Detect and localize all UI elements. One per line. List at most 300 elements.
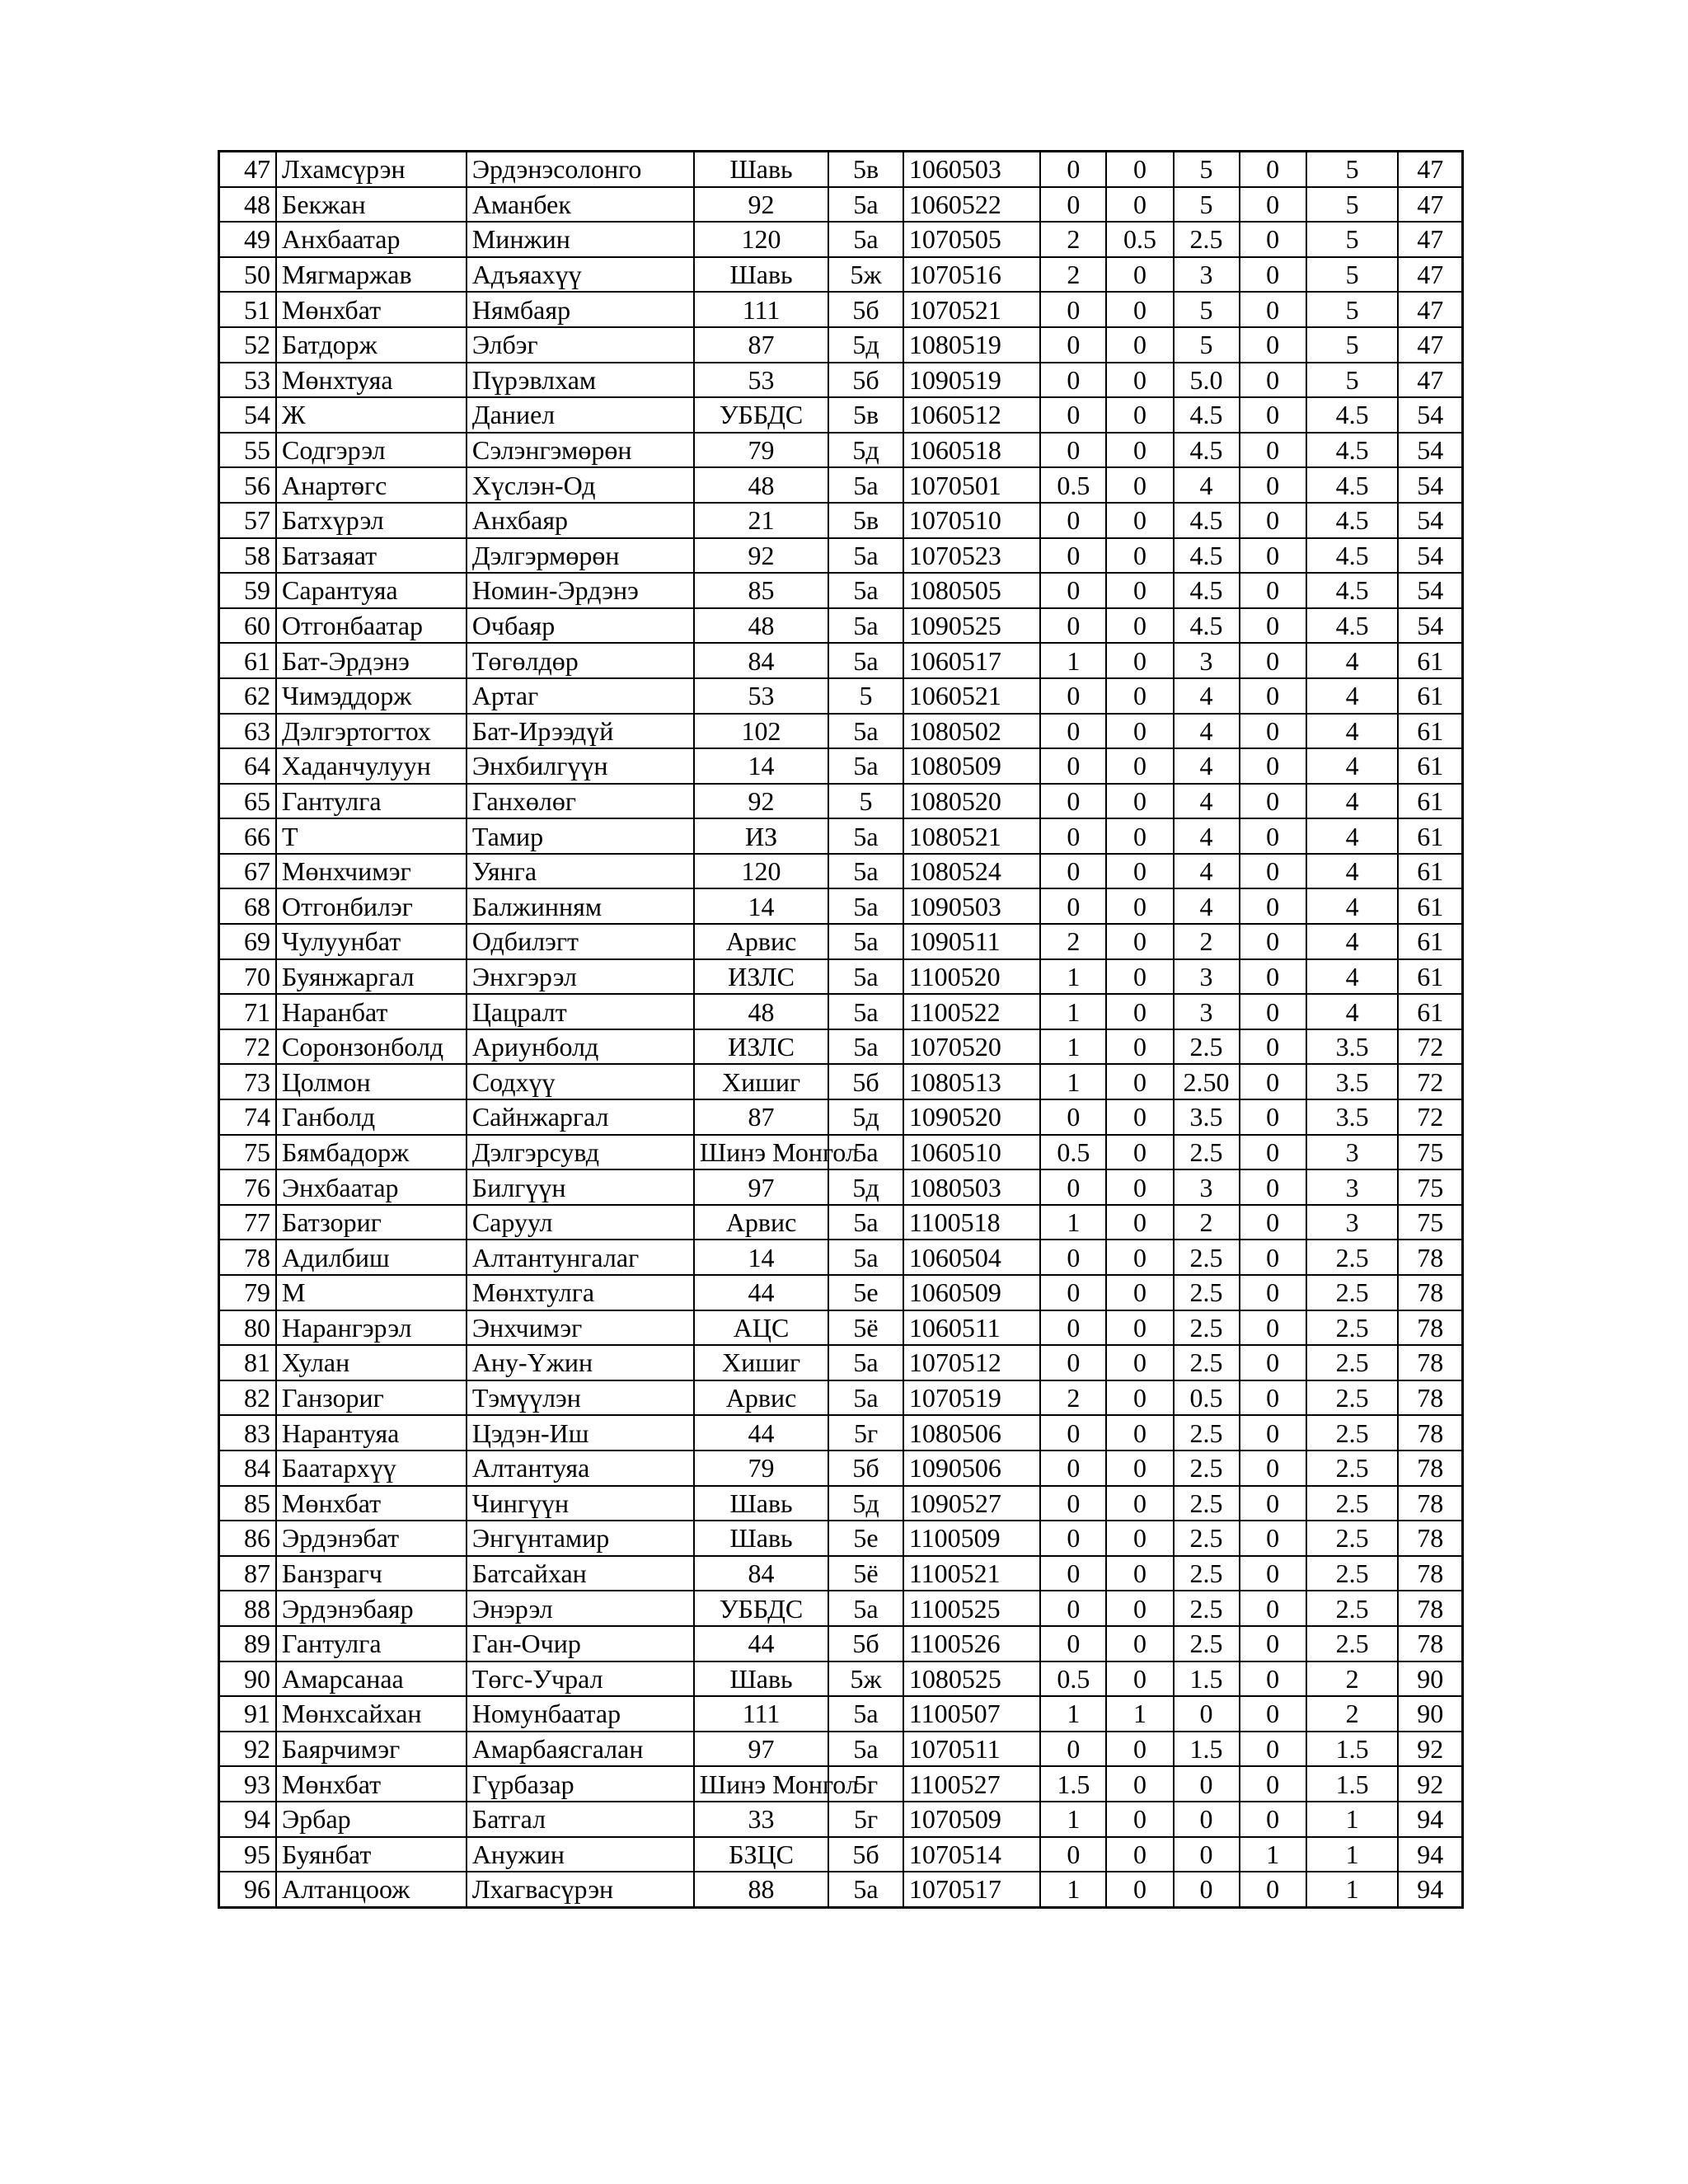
score-3-cell: 5 — [1174, 187, 1240, 223]
score-1-cell: 0 — [1040, 888, 1106, 924]
table-row — [219, 538, 1463, 574]
surname-cell: Мөнхтуяа — [276, 363, 467, 398]
row-number: 57 — [219, 503, 277, 538]
score-2-cell: 0 — [1106, 1732, 1173, 1767]
school-cell: 44 — [694, 1275, 828, 1310]
score-2-cell: 0 — [1106, 784, 1173, 819]
score-3-cell: 2.5 — [1174, 1556, 1240, 1591]
surname-cell: Алтанцоож — [276, 1872, 467, 1907]
score-4-cell: 0 — [1240, 888, 1306, 924]
table-row — [219, 433, 1463, 468]
rank-cell: 90 — [1398, 1661, 1462, 1697]
given-name-cell: Ганхөлөг — [467, 784, 694, 819]
class-cell: 5а — [828, 1696, 903, 1732]
score-4-cell: 0 — [1240, 959, 1306, 995]
given-name-cell: Саруул — [467, 1205, 694, 1240]
given-name-cell: Хүслэн-Од — [467, 467, 694, 503]
score-2-cell: 0 — [1106, 257, 1173, 293]
class-cell: 5а — [828, 1345, 903, 1380]
surname-cell: Батзаяат — [276, 538, 467, 574]
student-id-cell: 1080520 — [903, 784, 1040, 819]
table-row — [219, 888, 1463, 924]
student-id-cell: 1090511 — [903, 924, 1040, 959]
score-2-cell: 0.5 — [1106, 222, 1173, 257]
table-row — [219, 1451, 1463, 1486]
class-cell: 5а — [828, 888, 903, 924]
score-3-cell: 2.5 — [1174, 1135, 1240, 1170]
table-row — [219, 959, 1463, 995]
given-name-cell: Энхчимэг — [467, 1310, 694, 1346]
school-cell: 33 — [694, 1802, 828, 1837]
score-2-cell: 0 — [1106, 924, 1173, 959]
score-2-cell: 0 — [1106, 1661, 1173, 1697]
surname-cell: Хаданчулуун — [276, 748, 467, 784]
total-score-cell: 5 — [1306, 152, 1399, 187]
class-cell: 5а — [828, 1872, 903, 1907]
student-id-cell: 1090519 — [903, 363, 1040, 398]
total-score-cell: 2.5 — [1306, 1626, 1399, 1661]
score-1-cell: 0.5 — [1040, 1135, 1106, 1170]
surname-cell: Бямбадорж — [276, 1135, 467, 1170]
class-cell: 5а — [828, 1240, 903, 1275]
rank-cell: 61 — [1398, 714, 1462, 749]
class-cell: 5ё — [828, 1310, 903, 1346]
given-name-cell: Аманбек — [467, 187, 694, 223]
row-number: 95 — [219, 1837, 277, 1872]
school-cell: 85 — [694, 573, 828, 608]
row-number: 93 — [219, 1766, 277, 1802]
school-cell: 111 — [694, 292, 828, 327]
total-score-cell: 2 — [1306, 1661, 1399, 1697]
score-1-cell: 0 — [1040, 363, 1106, 398]
surname-cell: Мягмаржав — [276, 257, 467, 293]
score-3-cell: 4.5 — [1174, 608, 1240, 644]
total-score-cell: 5 — [1306, 292, 1399, 327]
score-4-cell: 0 — [1240, 678, 1306, 714]
given-name-cell: Минжин — [467, 222, 694, 257]
score-4-cell: 0 — [1240, 1345, 1306, 1380]
surname-cell: Нарантуяа — [276, 1415, 467, 1451]
score-2-cell: 0 — [1106, 467, 1173, 503]
score-3-cell: 3 — [1174, 959, 1240, 995]
row-number: 75 — [219, 1135, 277, 1170]
score-4-cell: 0 — [1240, 643, 1306, 678]
score-1-cell: 2 — [1040, 257, 1106, 293]
school-cell: Шавь — [694, 1521, 828, 1556]
surname-cell: Мөнхбат — [276, 292, 467, 327]
student-id-cell: 1100518 — [903, 1205, 1040, 1240]
total-score-cell: 2.5 — [1306, 1451, 1399, 1486]
score-1-cell: 1 — [1040, 1205, 1106, 1240]
score-3-cell: 4.5 — [1174, 433, 1240, 468]
score-1-cell: 2 — [1040, 222, 1106, 257]
table-row — [219, 1661, 1463, 1697]
score-1-cell: 0 — [1040, 1486, 1106, 1521]
surname-cell: Сарантуяа — [276, 573, 467, 608]
class-cell: 5е — [828, 1275, 903, 1310]
score-3-cell: 3 — [1174, 643, 1240, 678]
total-score-cell: 2.5 — [1306, 1310, 1399, 1346]
table-row — [219, 924, 1463, 959]
school-cell: Хишиг — [694, 1345, 828, 1380]
rank-cell: 54 — [1398, 538, 1462, 574]
score-3-cell: 0 — [1174, 1837, 1240, 1872]
school-cell: Арвис — [694, 924, 828, 959]
score-3-cell: 4.5 — [1174, 397, 1240, 433]
class-cell: 5б — [828, 1451, 903, 1486]
class-cell: 5б — [828, 1626, 903, 1661]
score-1-cell: 0 — [1040, 1591, 1106, 1626]
class-cell: 5а — [828, 1380, 903, 1416]
student-id-cell: 1070516 — [903, 257, 1040, 293]
student-id-cell: 1080521 — [903, 818, 1040, 854]
score-4-cell: 0 — [1240, 1626, 1306, 1661]
rank-cell: 61 — [1398, 678, 1462, 714]
total-score-cell: 2.5 — [1306, 1556, 1399, 1591]
surname-cell: Дэлгэртогтох — [276, 714, 467, 749]
student-id-cell: 1080524 — [903, 854, 1040, 889]
score-2-cell: 0 — [1106, 1802, 1173, 1837]
score-1-cell: 0 — [1040, 573, 1106, 608]
class-cell: 5а — [828, 538, 903, 574]
score-4-cell: 0 — [1240, 1696, 1306, 1732]
rank-cell: 78 — [1398, 1451, 1462, 1486]
score-2-cell: 0 — [1106, 1837, 1173, 1872]
score-1-cell: 0 — [1040, 1169, 1106, 1205]
class-cell: 5д — [828, 1486, 903, 1521]
score-4-cell: 0 — [1240, 1029, 1306, 1065]
score-3-cell: 2.5 — [1174, 1275, 1240, 1310]
school-cell: 14 — [694, 888, 828, 924]
row-number: 84 — [219, 1451, 277, 1486]
row-number: 77 — [219, 1205, 277, 1240]
given-name-cell: Дэлгэрсувд — [467, 1135, 694, 1170]
row-number: 74 — [219, 1099, 277, 1135]
total-score-cell: 3.5 — [1306, 1099, 1399, 1135]
score-4-cell: 0 — [1240, 1099, 1306, 1135]
rank-cell: 94 — [1398, 1837, 1462, 1872]
rank-cell: 92 — [1398, 1766, 1462, 1802]
rank-cell: 78 — [1398, 1240, 1462, 1275]
school-cell: 14 — [694, 748, 828, 784]
row-number: 53 — [219, 363, 277, 398]
given-name-cell: Төгөлдөр — [467, 643, 694, 678]
student-id-cell: 1090506 — [903, 1451, 1040, 1486]
given-name-cell: Элбэг — [467, 327, 694, 363]
score-1-cell: 0.5 — [1040, 1661, 1106, 1697]
surname-cell: Отгонбилэг — [276, 888, 467, 924]
total-score-cell: 3.5 — [1306, 1029, 1399, 1065]
school-cell: 79 — [694, 433, 828, 468]
rank-cell: 61 — [1398, 924, 1462, 959]
row-number: 88 — [219, 1591, 277, 1626]
surname-cell: Отгонбаатар — [276, 608, 467, 644]
score-3-cell: 2.5 — [1174, 1486, 1240, 1521]
given-name-cell: Энгүнтамир — [467, 1521, 694, 1556]
table-row — [219, 1802, 1463, 1837]
surname-cell: Банзрагч — [276, 1556, 467, 1591]
score-4-cell: 0 — [1240, 854, 1306, 889]
score-3-cell: 2.50 — [1174, 1064, 1240, 1099]
row-number: 68 — [219, 888, 277, 924]
rank-cell: 94 — [1398, 1802, 1462, 1837]
score-2-cell: 0 — [1106, 1521, 1173, 1556]
score-3-cell: 4 — [1174, 467, 1240, 503]
student-id-cell: 1100527 — [903, 1766, 1040, 1802]
table-row — [219, 503, 1463, 538]
total-score-cell: 4 — [1306, 818, 1399, 854]
score-2-cell: 0 — [1106, 748, 1173, 784]
school-cell: ИЗЛС — [694, 1029, 828, 1065]
score-2-cell: 0 — [1106, 1169, 1173, 1205]
total-score-cell: 2.5 — [1306, 1521, 1399, 1556]
table-row — [219, 397, 1463, 433]
table-row — [219, 1275, 1463, 1310]
table-row — [219, 292, 1463, 327]
student-id-cell: 1080519 — [903, 327, 1040, 363]
given-name-cell: Артаг — [467, 678, 694, 714]
score-1-cell: 1 — [1040, 994, 1106, 1029]
school-cell: 84 — [694, 1556, 828, 1591]
score-1-cell: 0 — [1040, 1099, 1106, 1135]
given-name-cell: Амарбаясгалан — [467, 1732, 694, 1767]
score-3-cell: 2 — [1174, 924, 1240, 959]
school-cell: 87 — [694, 327, 828, 363]
table-row — [219, 1766, 1463, 1802]
score-1-cell: 2 — [1040, 1380, 1106, 1416]
student-id-cell: 1060509 — [903, 1275, 1040, 1310]
score-2-cell: 0 — [1106, 433, 1173, 468]
given-name-cell: Чингүүн — [467, 1486, 694, 1521]
score-3-cell: 0 — [1174, 1766, 1240, 1802]
table-row — [219, 1240, 1463, 1275]
given-name-cell: Эрдэнэсолонго — [467, 152, 694, 187]
student-id-cell: 1100525 — [903, 1591, 1040, 1626]
score-3-cell: 3 — [1174, 257, 1240, 293]
surname-cell: Мөнхбат — [276, 1486, 467, 1521]
total-score-cell: 4.5 — [1306, 397, 1399, 433]
student-id-cell: 1100520 — [903, 959, 1040, 995]
total-score-cell: 1 — [1306, 1872, 1399, 1907]
score-3-cell: 3.5 — [1174, 1099, 1240, 1135]
surname-cell: Буянжаргал — [276, 959, 467, 995]
score-3-cell: 2 — [1174, 1205, 1240, 1240]
rank-cell: 54 — [1398, 397, 1462, 433]
score-3-cell: 5 — [1174, 152, 1240, 187]
student-id-cell: 1090503 — [903, 888, 1040, 924]
student-id-cell: 1090520 — [903, 1099, 1040, 1135]
school-cell: ИЗ — [694, 818, 828, 854]
surname-cell: Наранбат — [276, 994, 467, 1029]
score-2-cell: 0 — [1106, 994, 1173, 1029]
student-id-cell: 1060511 — [903, 1310, 1040, 1346]
score-4-cell: 0 — [1240, 433, 1306, 468]
row-number: 50 — [219, 257, 277, 293]
rank-cell: 47 — [1398, 327, 1462, 363]
rank-cell: 61 — [1398, 854, 1462, 889]
student-id-cell: 1080513 — [903, 1064, 1040, 1099]
total-score-cell: 4.5 — [1306, 608, 1399, 644]
given-name-cell: Энхбилгүүн — [467, 748, 694, 784]
school-cell: 53 — [694, 363, 828, 398]
row-number: 58 — [219, 538, 277, 574]
score-2-cell: 0 — [1106, 608, 1173, 644]
given-name-cell: Анужин — [467, 1837, 694, 1872]
score-3-cell: 4 — [1174, 678, 1240, 714]
class-cell: 5д — [828, 1099, 903, 1135]
total-score-cell: 3 — [1306, 1135, 1399, 1170]
given-name-cell: Тэмүүлэн — [467, 1380, 694, 1416]
school-cell: 97 — [694, 1732, 828, 1767]
score-1-cell: 0 — [1040, 187, 1106, 223]
surname-cell: Чимэддорж — [276, 678, 467, 714]
school-cell: 88 — [694, 1872, 828, 1907]
surname-cell: Ганзориг — [276, 1380, 467, 1416]
score-4-cell: 0 — [1240, 714, 1306, 749]
table-row — [219, 1029, 1463, 1065]
given-name-cell: Билгүүн — [467, 1169, 694, 1205]
row-number: 54 — [219, 397, 277, 433]
school-cell: 79 — [694, 1451, 828, 1486]
score-1-cell: 0 — [1040, 748, 1106, 784]
surname-cell: Нарангэрэл — [276, 1310, 467, 1346]
score-3-cell: 3 — [1174, 994, 1240, 1029]
rank-cell: 47 — [1398, 187, 1462, 223]
class-cell: 5в — [828, 397, 903, 433]
score-2-cell: 0 — [1106, 573, 1173, 608]
score-2-cell: 0 — [1106, 1380, 1173, 1416]
rank-cell: 75 — [1398, 1169, 1462, 1205]
score-2-cell: 0 — [1106, 959, 1173, 995]
score-4-cell: 0 — [1240, 748, 1306, 784]
total-score-cell: 5 — [1306, 363, 1399, 398]
row-number: 66 — [219, 818, 277, 854]
score-4-cell: 0 — [1240, 1380, 1306, 1416]
table-row — [219, 1135, 1463, 1170]
school-cell: 53 — [694, 678, 828, 714]
class-cell: 5а — [828, 748, 903, 784]
score-2-cell: 0 — [1106, 1205, 1173, 1240]
surname-cell: Гантулга — [276, 784, 467, 819]
table-row — [219, 714, 1463, 749]
score-2-cell: 0 — [1106, 678, 1173, 714]
score-4-cell: 0 — [1240, 1521, 1306, 1556]
student-id-cell: 1080506 — [903, 1415, 1040, 1451]
surname-cell: Батхүрэл — [276, 503, 467, 538]
surname-cell: Бат-Эрдэнэ — [276, 643, 467, 678]
score-4-cell: 0 — [1240, 222, 1306, 257]
score-4-cell: 0 — [1240, 1802, 1306, 1837]
score-2-cell: 0 — [1106, 643, 1173, 678]
given-name-cell: Балжинням — [467, 888, 694, 924]
score-2-cell: 0 — [1106, 818, 1173, 854]
student-id-cell: 1060518 — [903, 433, 1040, 468]
student-id-cell: 1060512 — [903, 397, 1040, 433]
score-3-cell: 4 — [1174, 784, 1240, 819]
score-2-cell: 1 — [1106, 1696, 1173, 1732]
class-cell: 5г — [828, 1802, 903, 1837]
row-number: 56 — [219, 467, 277, 503]
score-4-cell: 0 — [1240, 1486, 1306, 1521]
row-number: 49 — [219, 222, 277, 257]
student-id-cell: 1090525 — [903, 608, 1040, 644]
student-id-cell: 1070519 — [903, 1380, 1040, 1416]
score-4-cell: 0 — [1240, 1872, 1306, 1907]
total-score-cell: 4.5 — [1306, 467, 1399, 503]
total-score-cell: 3 — [1306, 1205, 1399, 1240]
table-row — [219, 1626, 1463, 1661]
score-3-cell: 4 — [1174, 854, 1240, 889]
given-name-cell: Лхагвасүрэн — [467, 1872, 694, 1907]
table-row — [219, 1837, 1463, 1872]
score-1-cell: 1 — [1040, 1029, 1106, 1065]
rank-cell: 54 — [1398, 573, 1462, 608]
rank-cell: 75 — [1398, 1205, 1462, 1240]
given-name-cell: Номунбаатар — [467, 1696, 694, 1732]
row-number: 55 — [219, 433, 277, 468]
score-1-cell: 0 — [1040, 714, 1106, 749]
score-2-cell: 0 — [1106, 1766, 1173, 1802]
total-score-cell: 2.5 — [1306, 1275, 1399, 1310]
school-cell: БЗЦС — [694, 1837, 828, 1872]
given-name-cell: Батсайхан — [467, 1556, 694, 1591]
given-name-cell: Бат-Ирээдүй — [467, 714, 694, 749]
total-score-cell: 5 — [1306, 257, 1399, 293]
score-4-cell: 0 — [1240, 573, 1306, 608]
score-3-cell: 2.5 — [1174, 1521, 1240, 1556]
score-1-cell: 0 — [1040, 292, 1106, 327]
score-1-cell: 1 — [1040, 1872, 1106, 1907]
score-4-cell: 0 — [1240, 1240, 1306, 1275]
score-3-cell: 5 — [1174, 327, 1240, 363]
student-id-cell: 1100509 — [903, 1521, 1040, 1556]
surname-cell: Амарсанаа — [276, 1661, 467, 1697]
score-1-cell: 0 — [1040, 1732, 1106, 1767]
student-id-cell: 1070520 — [903, 1029, 1040, 1065]
score-1-cell: 0 — [1040, 818, 1106, 854]
table-row — [219, 327, 1463, 363]
school-cell: 44 — [694, 1415, 828, 1451]
rank-cell: 78 — [1398, 1415, 1462, 1451]
total-score-cell: 1.5 — [1306, 1732, 1399, 1767]
score-3-cell: 2.5 — [1174, 1415, 1240, 1451]
surname-cell: Ж — [276, 397, 467, 433]
surname-cell: Баатархүү — [276, 1451, 467, 1486]
score-1-cell: 0 — [1040, 854, 1106, 889]
score-4-cell: 0 — [1240, 1205, 1306, 1240]
score-1-cell: 0 — [1040, 1521, 1106, 1556]
table-row — [219, 818, 1463, 854]
score-2-cell: 0 — [1106, 503, 1173, 538]
student-id-cell: 1080509 — [903, 748, 1040, 784]
score-3-cell: 2.5 — [1174, 1310, 1240, 1346]
table-row — [219, 1169, 1463, 1205]
score-4-cell: 0 — [1240, 1766, 1306, 1802]
row-number: 79 — [219, 1275, 277, 1310]
given-name-cell: Гүрбазар — [467, 1766, 694, 1802]
rank-cell: 61 — [1398, 643, 1462, 678]
score-4-cell: 0 — [1240, 538, 1306, 574]
class-cell: 5д — [828, 433, 903, 468]
table-row — [219, 573, 1463, 608]
table-row — [219, 1205, 1463, 1240]
total-score-cell: 1 — [1306, 1837, 1399, 1872]
given-name-cell: Ану-Үжин — [467, 1345, 694, 1380]
score-4-cell: 0 — [1240, 1135, 1306, 1170]
class-cell: 5г — [828, 1415, 903, 1451]
score-2-cell: 0 — [1106, 1451, 1173, 1486]
score-3-cell: 1.5 — [1174, 1732, 1240, 1767]
